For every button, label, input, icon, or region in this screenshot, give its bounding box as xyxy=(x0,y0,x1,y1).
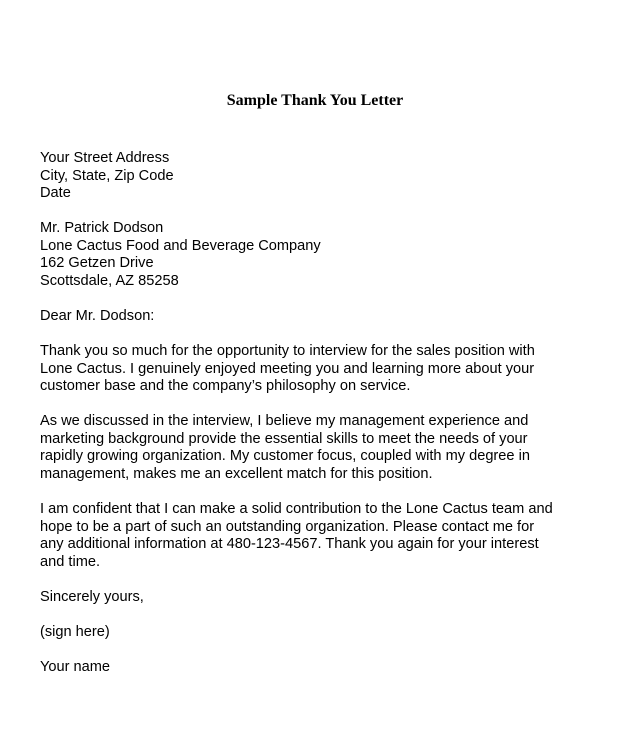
sender-city-state-zip: City, State, Zip Code xyxy=(40,167,174,184)
sender-street: Your Street Address xyxy=(40,150,170,166)
recipient-street: 162 Getzen Drive xyxy=(40,255,154,272)
closing xyxy=(40,589,144,607)
sender-address xyxy=(40,150,174,203)
signature-placeholder: (sign here) xyxy=(40,624,110,640)
name-placeholder: Your name xyxy=(40,659,111,675)
recipient-name: Mr. Patrick Dodson xyxy=(40,220,164,236)
paragraph-2-line: rapidly growing organization. My customer focus, coupled with my degree in xyxy=(40,448,530,465)
salutation-text: Dear Mr. Dodson: xyxy=(40,308,155,324)
paragraph-1 xyxy=(40,343,535,396)
letter-title: Sample Thank You Letter xyxy=(226,92,404,109)
paragraph-2 xyxy=(40,413,530,483)
recipient-city-state-zip: Scottsdale, AZ 85258 xyxy=(40,272,179,289)
paragraph-3-line: any additional information at 480-123-4567. Thank you again for your interest xyxy=(40,536,539,553)
name-line xyxy=(40,659,110,677)
paragraph-2-line: As we discussed in the interview, I believe my management experience and xyxy=(40,413,529,429)
signature-line xyxy=(40,624,110,642)
paragraph-1-line: Thank you so much for the opportunity to interview for the sales position with xyxy=(40,343,535,359)
paragraph-1-line: Lone Cactus. I genuinely enjoyed meeting you and learning more about your xyxy=(40,360,535,377)
paragraph-1-line: customer base and the company’s philosophy on service. xyxy=(40,378,411,395)
paragraph-3-line: hope to be a part of such an outstanding organization. Please contact me for xyxy=(40,518,535,535)
salutation xyxy=(40,308,154,326)
sender-date: Date xyxy=(40,185,71,202)
recipient-address xyxy=(40,220,321,290)
paragraph-2-line: marketing background provide the essential skills to meet the needs of your xyxy=(40,430,528,447)
closing-text: Sincerely yours, xyxy=(40,589,144,605)
recipient-company: Lone Cactus Food and Beverage Company xyxy=(40,237,321,254)
paragraph-2-line: management, makes me an excellent match for this position. xyxy=(40,465,433,482)
paragraph-3-line: I am confident that I can make a solid contribution to the Lone Cactus team and xyxy=(40,501,553,517)
paragraph-3-line: and time. xyxy=(40,553,101,570)
paragraph-3 xyxy=(40,501,553,571)
